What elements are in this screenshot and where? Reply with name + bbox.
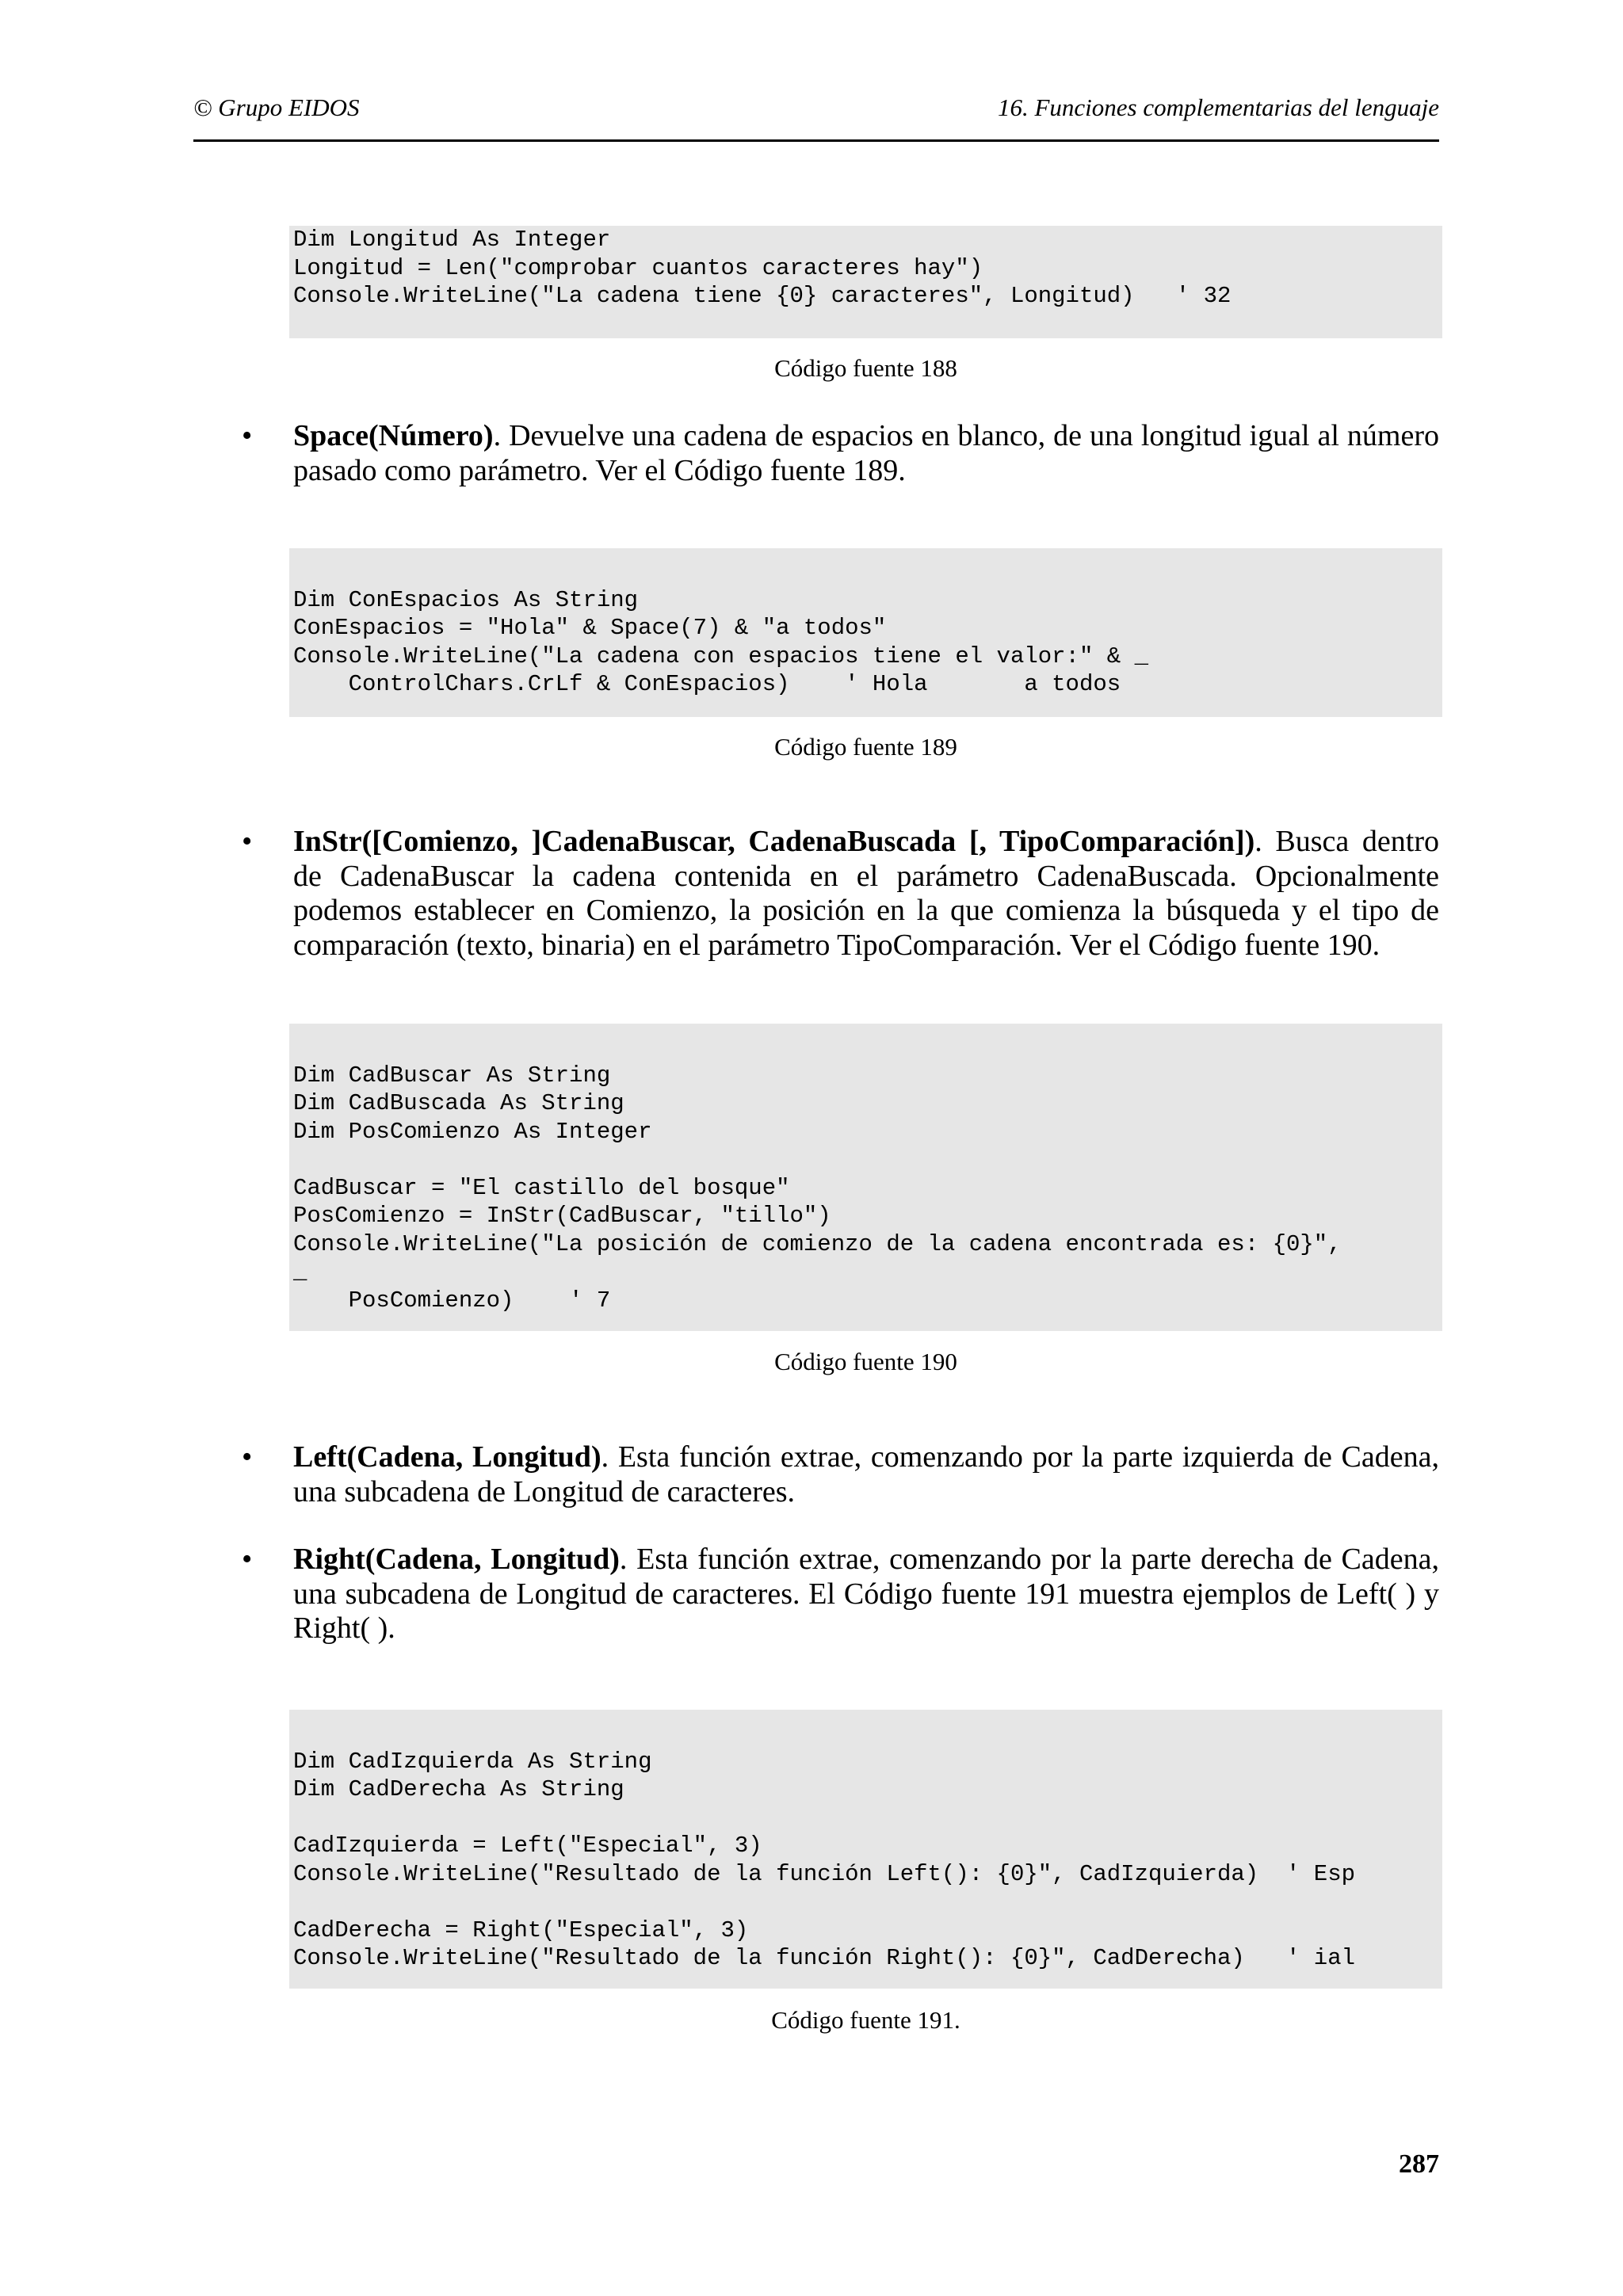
bullet-text: . Devuelve una cadena de espacios en blanco, de una longitud igual al número pasado como parámetro. Ver el Código fuente 189. [293, 419, 1439, 487]
header-publisher: © Grupo EIDOS [193, 93, 360, 121]
bullet-paragraph [293, 419, 1439, 488]
page-number: 287 [1399, 2149, 1439, 2179]
bullet-marker: • [242, 1543, 253, 1576]
code-line: Dim CadIzquierda As String [293, 1748, 652, 1775]
bullet-marker: • [242, 825, 253, 858]
code-line: ConEspacios = "Hola" & Space(7) & "a todos" [293, 615, 887, 641]
code-caption: Código fuente 190 [774, 1348, 957, 1375]
code-line: Dim PosComienzo As Integer [293, 1118, 652, 1145]
code-line: PosComienzo = InStr(CadBuscar, "tillo") [293, 1203, 831, 1229]
code-line [293, 1719, 1442, 1748]
code-line: Console.WriteLine("Resultado de la función Right(): {0}", CadDerecha) ' ial [293, 1945, 1356, 1971]
code-line [293, 1888, 1442, 1917]
bullet-text: . Busca dentro de CadenaBuscar la cadena contenida en el parámetro CadenaBuscada. Opcionalmente podemos establecer en Comienzo, la posición en la que comienza la búsqueda y el tipo de comparación (texto, binaria) en el parámetro TipoComparación. Ver el Código fuente 190. [293, 825, 1439, 962]
code-line: Console.WriteLine("La cadena con espacios tiene el valor:" & _ [293, 643, 1148, 669]
code-line [293, 1146, 1442, 1174]
code-block [289, 548, 1442, 717]
code-line: ControlChars.CrLf & ConEspacios) ' Hola a todos [293, 671, 1121, 697]
code-line: Console.WriteLine("Resultado de la función Left(): {0}", CadIzquierda) ' Esp [293, 1860, 1356, 1887]
bullet-paragraph [293, 1543, 1439, 1646]
bullet-term: Right(Cadena, Longitud) [293, 1543, 620, 1576]
bullet-text: . Esta función extrae, comenzando por la parte derecha de Cadena, una subcadena de Longitud de caracteres. El Código fuente 191 muestra ejemplos de Left( ) y Right( ). [293, 1543, 1439, 1645]
code-line: Dim Longitud As Integer [293, 227, 611, 253]
code-line: PosComienzo) ' 7 [293, 1287, 611, 1314]
code-line: _ [293, 1259, 307, 1285]
header-chapter-title: 16. Funciones complementarias del lenguaje [997, 93, 1439, 121]
code-line [293, 1804, 1442, 1833]
code-line: Console.WriteLine("La cadena tiene {0} caracteres", Longitud) ' 32 [293, 283, 1232, 309]
code-line: CadBuscar = "El castillo del bosque" [293, 1174, 790, 1201]
bullet-marker: • [242, 419, 253, 452]
code-block [289, 226, 1442, 338]
code-line [293, 1033, 1442, 1062]
code-line: Dim ConEspacios As String [293, 586, 639, 613]
bullet-term: InStr([Comienzo, ]CadenaBuscar, CadenaBuscada [, TipoComparación]) [293, 825, 1255, 858]
code-line: Console.WriteLine("La posición de comienzo de la cadena encontrada es: {0}", [293, 1230, 1342, 1257]
bullet-paragraph [293, 1440, 1439, 1509]
bullet-marker: • [242, 1440, 253, 1474]
code-line [293, 558, 1442, 586]
page-header [193, 93, 1439, 142]
bullet-term: Left(Cadena, Longitud) [293, 1440, 601, 1474]
code-line: Dim CadDerecha As String [293, 1776, 624, 1802]
bullet-term: Space(Número) [293, 419, 494, 452]
bullet-paragraph [293, 825, 1439, 963]
code-caption: Código fuente 188 [774, 354, 957, 382]
code-line: CadDerecha = Right("Especial", 3) [293, 1917, 749, 1943]
code-line: CadIzquierda = Left("Especial", 3) [293, 1833, 762, 1859]
code-caption: Código fuente 189 [774, 733, 957, 761]
code-line: Longitud = Len("comprobar cuantos caracteres hay") [293, 254, 983, 281]
code-block [289, 1710, 1442, 1989]
bullet-text: . Esta función extrae, comenzando por la parte izquierda de Cadena, una subcadena de Longitud de caracteres. [293, 1440, 1439, 1508]
code-block [289, 1024, 1442, 1331]
code-line: Dim CadBuscada As String [293, 1090, 624, 1116]
code-line: Dim CadBuscar As String [293, 1062, 611, 1089]
code-caption: Código fuente 191. [771, 2006, 960, 2034]
